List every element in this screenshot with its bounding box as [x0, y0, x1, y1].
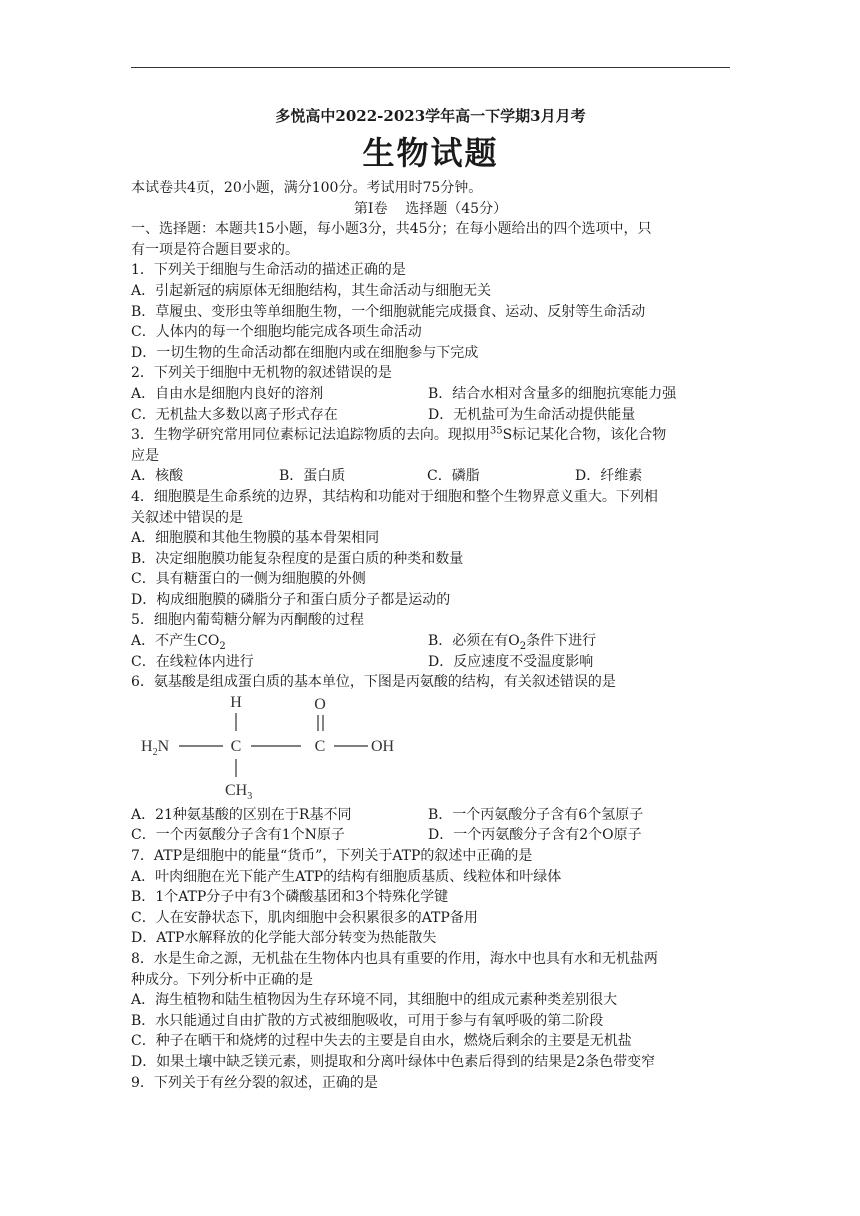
- formula-hydroxyl: OH: [371, 737, 395, 755]
- option-b[interactable]: B．决定细胞膜功能复杂程度的是蛋白质的种类和数量: [131, 550, 464, 567]
- exam-subtitle: 多悦高中2022-2023学年高一下学期3月月考: [275, 107, 586, 125]
- option-b[interactable]: B．一个丙氨酸分子含有6个氢原子: [428, 806, 644, 823]
- option-c[interactable]: C．一个丙氨酸分子含有1个N原子: [131, 827, 345, 844]
- option-a[interactable]: A．核酸: [131, 468, 184, 485]
- option-b[interactable]: B．必须在有$O_2$条件下进行: [428, 633, 597, 652]
- option-d[interactable]: D．纤维素: [575, 468, 643, 485]
- alanine-structure-diagram: [131, 693, 730, 805]
- option-d[interactable]: D．构成细胞膜的磷脂分子和蛋白质分子都是运动的: [131, 591, 451, 608]
- question-stem: 9．下列关于有丝分裂的叙述，正确的是: [131, 1074, 378, 1091]
- option-a[interactable]: A．不产生$CO_2$: [131, 633, 226, 652]
- option-c[interactable]: C．人体内的每一个细胞均能完成各项生命活动: [131, 324, 422, 341]
- question-stem: 8．水是生命之源，无机盐在生物体内也具有重要的作用，海水中也具有水和无机盐两: [131, 951, 658, 967]
- question-3: [131, 425, 730, 487]
- question-stem: 7．ATP是细胞中的能量“货币”，下列关于ATP的叙述中正确的是: [131, 848, 533, 865]
- option-a[interactable]: A．21种氨基酸的区别在于R基不同: [131, 806, 352, 823]
- exam-intro: 本试卷共4页，20小题，满分100分。考试用时75分钟。: [131, 180, 483, 196]
- question-stem-continued: 种成分。下列分析中正确的是: [131, 971, 313, 988]
- exam-page: [131, 104, 730, 1093]
- question-stem: 4．细胞膜是生命系统的边界，其结构和功能对于细胞和整个生物界意义重大。下列相: [131, 488, 658, 505]
- question-stem: 5．细胞内葡萄糖分解为丙酮酸的过程: [131, 612, 364, 629]
- section-title: 第I卷 选择题（45分）: [353, 200, 508, 217]
- option-a[interactable]: A．自由水是细胞内良好的溶剂: [131, 385, 324, 402]
- option-b[interactable]: B．草履虫、变形虫等单细胞生物，一个细胞就能完成摄食、运动、反射等生命活动: [131, 303, 646, 320]
- option-b[interactable]: B．水只能通过自由扩散的方式被细胞吸收，可用于参与有氧呼吸的第二阶段: [131, 1012, 604, 1029]
- question-4: [131, 487, 730, 611]
- question-stem-continued: 关叙述中错误的是: [131, 509, 243, 526]
- option-c[interactable]: C．种子在晒干和烧烤的过程中失去的主要是自由水，燃烧后剩余的主要是无机盐: [131, 1033, 632, 1050]
- option-b[interactable]: B．1个ATP分子中有3个磷酸基团和3个特殊化学键: [131, 889, 449, 906]
- question-2: [131, 363, 730, 425]
- question-7: [131, 846, 730, 949]
- question-stem: 6．氨基酸是组成蛋白质的基本单位，下图是丙氨酸的结构，有关叙述错误的是: [131, 674, 616, 691]
- formula-amino-group: $H_2N$: [141, 737, 170, 758]
- option-d[interactable]: D．无机盐可为生命活动提供能量: [428, 406, 636, 423]
- question-6: [131, 672, 730, 846]
- question-stem: 3．生物学研究常用同位素标记法追踪物质的去向。现拟用$^{35}$S标记某化合物，该化合物: [131, 425, 667, 444]
- header-rule: [131, 67, 730, 68]
- option-d[interactable]: D．如果土壤中缺乏镁元素，则提取和分离叶绿体中色素后得到的结果是2条色带变窄: [131, 1053, 656, 1070]
- instructions-line: 一、选择题：本题共15小题，每小题3分，共45分；在每小题给出的四个选项中，只: [131, 221, 652, 238]
- question-5: [131, 610, 730, 672]
- option-b[interactable]: B．蛋白质: [279, 468, 346, 485]
- option-a[interactable]: A．细胞膜和其他生物膜的基本骨架相同: [131, 530, 380, 547]
- option-a[interactable]: A．引起新冠的病原体无细胞结构，其生命活动与细胞无关: [131, 282, 492, 299]
- formula-methyl-group: $CH_3$: [225, 781, 253, 802]
- question-8: [131, 949, 730, 1073]
- question-stem: 1．下列关于细胞与生命活动的描述正确的是: [131, 262, 406, 279]
- option-d[interactable]: D．反应速度不受温度影响: [428, 653, 594, 670]
- option-c[interactable]: C．磷脂: [427, 468, 480, 485]
- option-c[interactable]: C．在线粒体内进行: [131, 653, 254, 670]
- option-a[interactable]: A．海生植物和陆生植物因为生存环境不同，其细胞中的组成元素种类差别很大: [131, 992, 618, 1009]
- option-a[interactable]: A．叶肉细胞在光下能产生ATP的结构有细胞质基质、线粒体和叶绿体: [131, 868, 562, 885]
- option-d[interactable]: D．一切生物的生命活动都在细胞内或在细胞参与下完成: [131, 344, 479, 361]
- instructions-line: 有一项是符合题目要求的。: [131, 241, 299, 258]
- option-c[interactable]: C．无机盐大多数以离子形式存在: [131, 406, 338, 423]
- question-1: [131, 260, 730, 363]
- question-stem-continued: 应是: [131, 447, 159, 464]
- question-stem: 2．下列关于细胞中无机物的叙述错误的是: [131, 365, 392, 382]
- question-9: [131, 1073, 730, 1094]
- formula-carboxyl-carbon: C: [314, 737, 326, 755]
- option-c[interactable]: C．人在安静状态下，肌肉细胞中会积累很多的ATP备用: [131, 909, 478, 926]
- formula-alpha-carbon: C: [230, 737, 242, 755]
- option-b[interactable]: B．结合水相对含量多的细胞抗寒能力强: [428, 385, 677, 402]
- formula-h-top: H: [230, 693, 242, 711]
- option-d[interactable]: D．一个丙氨酸分子含有2个O原子: [428, 827, 642, 844]
- option-c[interactable]: C．具有糖蛋白的一侧为细胞膜的外侧: [131, 571, 366, 588]
- option-d[interactable]: D．ATP水解释放的化学能大部分转变为热能散失: [131, 930, 437, 947]
- formula-o-top: O: [314, 695, 326, 713]
- exam-title: 生物试题: [362, 134, 499, 172]
